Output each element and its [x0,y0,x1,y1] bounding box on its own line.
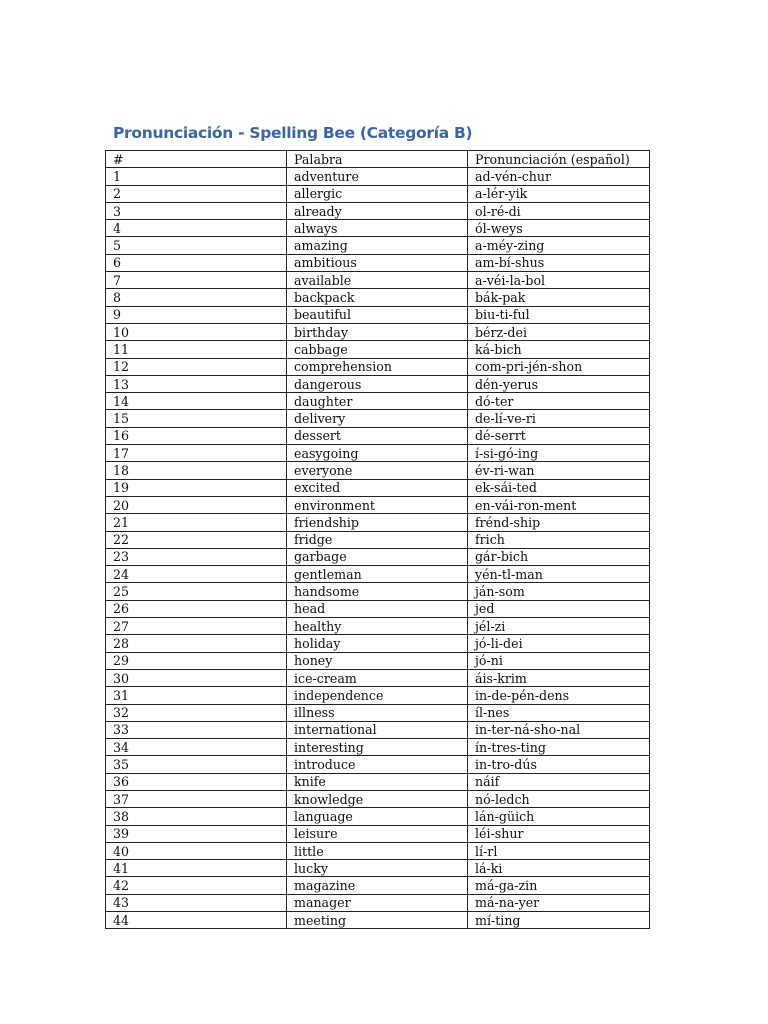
pronunciation-cell: ká-bich [468,341,650,358]
pronunciation-cell: frénd-ship [468,514,650,531]
word-cell: comprehension [287,358,468,375]
word-cell: magazine [287,877,468,894]
table-row [106,790,650,807]
table-body [106,151,650,929]
number-cell: 21 [106,514,287,531]
table-row [106,202,650,219]
number-cell: 30 [106,669,287,686]
pronunciation-cell: in-de-pén-dens [468,687,650,704]
word-cell: manager [287,894,468,911]
word-cell: already [287,202,468,219]
table-row [106,548,650,565]
pronunciation-cell: de-lí-ve-ri [468,410,650,427]
word-cell: friendship [287,514,468,531]
pronunciation-cell: lán-güich [468,808,650,825]
number-cell: 17 [106,445,287,462]
table-row [106,323,650,340]
word-cell: garbage [287,548,468,565]
header-pronunciation: Pronunciación (español) [468,151,650,168]
word-cell: daughter [287,393,468,410]
table-row [106,669,650,686]
pronunciation-cell: ad-vén-chur [468,168,650,185]
number-cell: 8 [106,289,287,306]
page-title: Pronunciación - Spelling Bee (Categoría B) [113,124,473,142]
table-row [106,479,650,496]
table-row [106,704,650,721]
pronunciation-cell: ek-sái-ted [468,479,650,496]
word-cell: excited [287,479,468,496]
number-cell: 1 [106,168,287,185]
pronunciation-cell: a-véi-la-bol [468,272,650,289]
pronunciation-cell: náif [468,773,650,790]
table-row [106,306,650,323]
pronunciation-cell: má-ga-zin [468,877,650,894]
number-cell: 41 [106,860,287,877]
number-cell: 31 [106,687,287,704]
word-cell: easygoing [287,445,468,462]
word-cell: always [287,220,468,237]
word-cell: lucky [287,860,468,877]
word-cell: meeting [287,912,468,929]
word-cell: head [287,600,468,617]
table-row [106,756,650,773]
pronunciation-cell: íl-nes [468,704,650,721]
pronunciation-cell: in-ter-ná-sho-nal [468,721,650,738]
pronunciation-cell: lí-rl [468,842,650,859]
word-cell: leisure [287,825,468,842]
number-cell: 5 [106,237,287,254]
table-row [106,375,650,392]
table-row [106,341,650,358]
number-cell: 39 [106,825,287,842]
number-cell: 42 [106,877,287,894]
word-cell: backpack [287,289,468,306]
table-row [106,652,650,669]
word-cell: available [287,272,468,289]
table-row [106,894,650,911]
pronunciation-cell: jó-li-dei [468,635,650,652]
table-row [106,566,650,583]
pronunciation-cell: a-lér-yik [468,185,650,202]
number-cell: 19 [106,479,287,496]
pronunciation-cell: biu-ti-ful [468,306,650,323]
number-cell: 16 [106,427,287,444]
pronunciation-cell: dén-yerus [468,375,650,392]
table-row [106,445,650,462]
word-cell: cabbage [287,341,468,358]
table-row [106,860,650,877]
pronunciation-cell: jó-ni [468,652,650,669]
pronunciation-cell: bérz-dei [468,323,650,340]
table-row [106,514,650,531]
table-row [106,635,650,652]
pronunciation-cell: ól-weys [468,220,650,237]
word-cell: gentleman [287,566,468,583]
number-cell: 37 [106,790,287,807]
number-cell: 35 [106,756,287,773]
word-cell: knowledge [287,790,468,807]
word-cell: honey [287,652,468,669]
number-cell: 11 [106,341,287,358]
pronunciation-cell: jed [468,600,650,617]
word-cell: delivery [287,410,468,427]
number-cell: 33 [106,721,287,738]
table-row [106,168,650,185]
number-cell: 9 [106,306,287,323]
number-cell: 23 [106,548,287,565]
pronunciation-cell: év-ri-wan [468,462,650,479]
pronunciation-cell: nó-ledch [468,790,650,807]
number-cell: 2 [106,185,287,202]
number-cell: 13 [106,375,287,392]
word-cell: independence [287,687,468,704]
pronunciation-cell: am-bí-shus [468,254,650,271]
word-cell: fridge [287,531,468,548]
number-cell: 24 [106,566,287,583]
word-cell: illness [287,704,468,721]
pronunciation-cell: jél-zi [468,618,650,635]
number-cell: 6 [106,254,287,271]
pronunciation-cell: a-méy-zing [468,237,650,254]
header-number: # [106,151,287,168]
number-cell: 14 [106,393,287,410]
number-cell: 34 [106,739,287,756]
word-cell: handsome [287,583,468,600]
word-cell: ice-cream [287,669,468,686]
number-cell: 12 [106,358,287,375]
number-cell: 43 [106,894,287,911]
pronunciation-cell: má-na-yer [468,894,650,911]
table-row [106,462,650,479]
word-cell: international [287,721,468,738]
pronunciation-cell: mí-ting [468,912,650,929]
word-cell: introduce [287,756,468,773]
number-cell: 18 [106,462,287,479]
number-cell: 25 [106,583,287,600]
number-cell: 29 [106,652,287,669]
table-row [106,289,650,306]
word-cell: beautiful [287,306,468,323]
table-row [106,687,650,704]
number-cell: 44 [106,912,287,929]
pronunciation-cell: ol-ré-di [468,202,650,219]
number-cell: 28 [106,635,287,652]
table-row [106,272,650,289]
table-row [106,739,650,756]
number-cell: 32 [106,704,287,721]
word-cell: amazing [287,237,468,254]
number-cell: 27 [106,618,287,635]
word-cell: little [287,842,468,859]
word-cell: birthday [287,323,468,340]
table-row [106,185,650,202]
table-row [106,531,650,548]
table-row [106,721,650,738]
number-cell: 10 [106,323,287,340]
number-cell: 7 [106,272,287,289]
header-word: Palabra [287,151,468,168]
number-cell: 20 [106,496,287,513]
pronunciation-cell: dé-serrt [468,427,650,444]
table-row [106,220,650,237]
pronunciation-cell: en-vái-ron-ment [468,496,650,513]
word-cell: holiday [287,635,468,652]
number-cell: 22 [106,531,287,548]
pronunciation-cell: lá-ki [468,860,650,877]
table-row [106,427,650,444]
number-cell: 40 [106,842,287,859]
pronunciation-cell: frich [468,531,650,548]
table-row [106,912,650,929]
table-row [106,618,650,635]
number-cell: 36 [106,773,287,790]
word-cell: adventure [287,168,468,185]
word-cell: interesting [287,739,468,756]
table-row [106,254,650,271]
word-cell: allergic [287,185,468,202]
number-cell: 4 [106,220,287,237]
word-cell: environment [287,496,468,513]
table-row [106,825,650,842]
number-cell: 15 [106,410,287,427]
word-cell: dangerous [287,375,468,392]
word-cell: language [287,808,468,825]
table-row [106,410,650,427]
pronunciation-cell: léi-shur [468,825,650,842]
table-header-row [106,151,650,168]
pronunciation-cell: ín-tres-ting [468,739,650,756]
word-cell: healthy [287,618,468,635]
table-row [106,496,650,513]
table-row [106,842,650,859]
pronunciation-cell: í-si-gó-ing [468,445,650,462]
number-cell: 26 [106,600,287,617]
pronunciation-table [105,150,650,929]
table-row [106,877,650,894]
table-row [106,808,650,825]
pronunciation-cell: gár-bich [468,548,650,565]
table-row [106,600,650,617]
pronunciation-cell: dó-ter [468,393,650,410]
number-cell: 3 [106,202,287,219]
table-row [106,237,650,254]
word-cell: knife [287,773,468,790]
pronunciation-cell: ján-som [468,583,650,600]
word-cell: everyone [287,462,468,479]
pronunciation-cell: in-tro-dús [468,756,650,773]
table-row [106,393,650,410]
table-row [106,583,650,600]
pronunciation-cell: áis-krim [468,669,650,686]
word-cell: dessert [287,427,468,444]
pronunciation-cell: com-pri-jén-shon [468,358,650,375]
pronunciation-cell: yén-tl-man [468,566,650,583]
table-row [106,773,650,790]
word-cell: ambitious [287,254,468,271]
table-row [106,358,650,375]
number-cell: 38 [106,808,287,825]
pronunciation-cell: bák-pak [468,289,650,306]
